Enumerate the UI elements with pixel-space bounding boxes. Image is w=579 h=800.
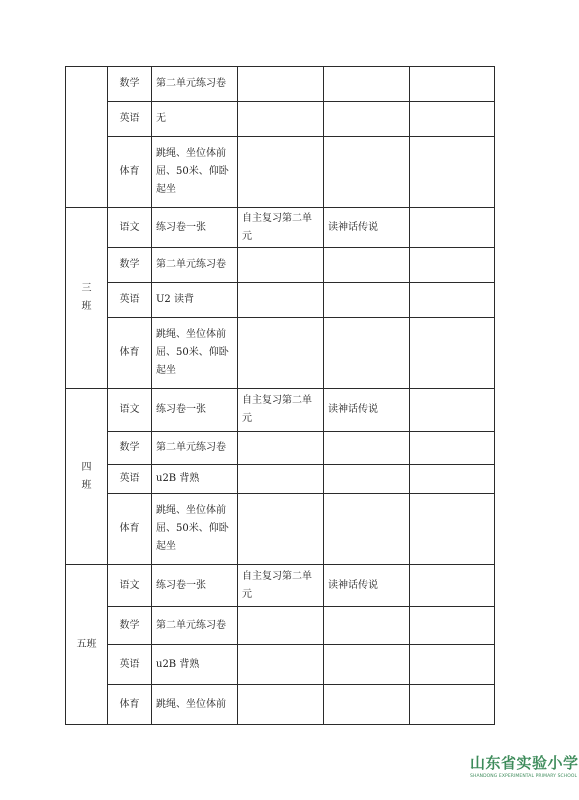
class-cell-3 xyxy=(66,208,108,389)
homework-cell: 第二单元练习卷 xyxy=(152,432,238,465)
extra-cell xyxy=(410,137,495,208)
homework-cell: 练习卷一张 xyxy=(152,565,238,607)
extra-cell xyxy=(410,102,495,137)
table-row xyxy=(66,565,495,607)
homework-cell: 跳绳、坐位体前屈、50米、仰卧起坐 xyxy=(152,137,238,208)
extra-cell xyxy=(410,283,495,318)
review-cell xyxy=(238,318,324,389)
subject-cell: 数学 xyxy=(108,248,152,283)
class-label: 五班 xyxy=(76,638,97,650)
homework-cell: 第二单元练习卷 xyxy=(152,248,238,283)
table-row xyxy=(66,208,495,248)
class-label: 班 xyxy=(81,479,92,491)
subject-cell: 体育 xyxy=(108,685,152,725)
reading-cell xyxy=(324,283,410,318)
reading-cell xyxy=(324,248,410,283)
subject-cell: 英语 xyxy=(108,465,152,494)
subject-cell: 英语 xyxy=(108,283,152,318)
table-row xyxy=(66,283,495,318)
reading-cell xyxy=(324,137,410,208)
reading-cell xyxy=(324,494,410,565)
review-cell xyxy=(238,102,324,137)
subject-cell: 体育 xyxy=(108,137,152,208)
review-cell xyxy=(238,685,324,725)
homework-cell: 跳绳、坐位体前 xyxy=(152,685,238,725)
table-row xyxy=(66,248,495,283)
reading-cell xyxy=(324,645,410,685)
subject-cell: 数学 xyxy=(108,67,152,102)
review-cell: 自主复习第二单元 xyxy=(238,565,324,607)
extra-cell xyxy=(410,389,495,432)
subject-cell: 体育 xyxy=(108,318,152,389)
table-row xyxy=(66,318,495,389)
reading-cell xyxy=(324,685,410,725)
review-cell xyxy=(238,607,324,645)
reading-cell xyxy=(324,432,410,465)
table-row xyxy=(66,645,495,685)
subject-cell: 英语 xyxy=(108,102,152,137)
subject-cell: 语文 xyxy=(108,565,152,607)
review-cell xyxy=(238,645,324,685)
homework-cell: 无 xyxy=(152,102,238,137)
homework-cell: 第二单元练习卷 xyxy=(152,67,238,102)
table-row xyxy=(66,685,495,725)
review-cell xyxy=(238,248,324,283)
extra-cell xyxy=(410,465,495,494)
homework-cell: u2B 背熟 xyxy=(152,645,238,685)
review-cell: 自主复习第二单元 xyxy=(238,389,324,432)
extra-cell xyxy=(410,67,495,102)
class-cell-continued xyxy=(66,67,108,208)
reading-cell xyxy=(324,318,410,389)
homework-cell: 练习卷一张 xyxy=(152,208,238,248)
school-logo-name: 山东省实验小学 xyxy=(470,754,579,772)
review-cell xyxy=(238,432,324,465)
subject-cell: 语文 xyxy=(108,389,152,432)
table-row xyxy=(66,102,495,137)
review-cell xyxy=(238,465,324,494)
reading-cell xyxy=(324,67,410,102)
subject-cell: 体育 xyxy=(108,494,152,565)
extra-cell xyxy=(410,494,495,565)
homework-cell: U2 读背 xyxy=(152,283,238,318)
homework-cell: 第二单元练习卷 xyxy=(152,607,238,645)
homework-cell: 练习卷一张 xyxy=(152,389,238,432)
school-logo-subtitle: SHANDONG EXPERIMENTAL PRIMARY SCHOOL xyxy=(470,774,578,779)
class-cell-5 xyxy=(66,565,108,725)
homework-cell: u2B 背熟 xyxy=(152,465,238,494)
table-row xyxy=(66,137,495,208)
review-cell xyxy=(238,67,324,102)
subject-cell: 数学 xyxy=(108,432,152,465)
extra-cell xyxy=(410,645,495,685)
extra-cell xyxy=(410,248,495,283)
table-row xyxy=(66,67,495,102)
homework-cell: 跳绳、坐位体前屈、50米、仰卧起坐 xyxy=(152,494,238,565)
reading-cell: 读神话传说 xyxy=(324,208,410,248)
homework-cell: 跳绳、坐位体前屈、50米、仰卧起坐 xyxy=(152,318,238,389)
review-cell: 自主复习第二单元 xyxy=(238,208,324,248)
review-cell xyxy=(238,494,324,565)
extra-cell xyxy=(410,432,495,465)
reading-cell xyxy=(324,102,410,137)
table-row xyxy=(66,432,495,465)
review-cell xyxy=(238,283,324,318)
school-logo xyxy=(470,752,579,790)
subject-cell: 语文 xyxy=(108,208,152,248)
table-row xyxy=(66,607,495,645)
extra-cell xyxy=(410,685,495,725)
class-cell-4 xyxy=(66,389,108,565)
extra-cell xyxy=(410,565,495,607)
class-label: 班 xyxy=(81,301,92,312)
extra-cell xyxy=(410,607,495,645)
reading-cell: 读神话传说 xyxy=(324,565,410,607)
review-cell xyxy=(238,137,324,208)
reading-cell: 读神话传说 xyxy=(324,389,410,432)
extra-cell xyxy=(410,208,495,248)
class-label: 三 xyxy=(81,283,92,294)
reading-cell xyxy=(324,465,410,494)
subject-cell: 英语 xyxy=(108,645,152,685)
reading-cell xyxy=(324,607,410,645)
homework-table xyxy=(65,66,495,725)
table-row xyxy=(66,389,495,432)
table-row xyxy=(66,465,495,494)
extra-cell xyxy=(410,318,495,389)
class-label: 四 xyxy=(81,461,92,473)
table-row xyxy=(66,494,495,565)
subject-cell: 数学 xyxy=(108,607,152,645)
